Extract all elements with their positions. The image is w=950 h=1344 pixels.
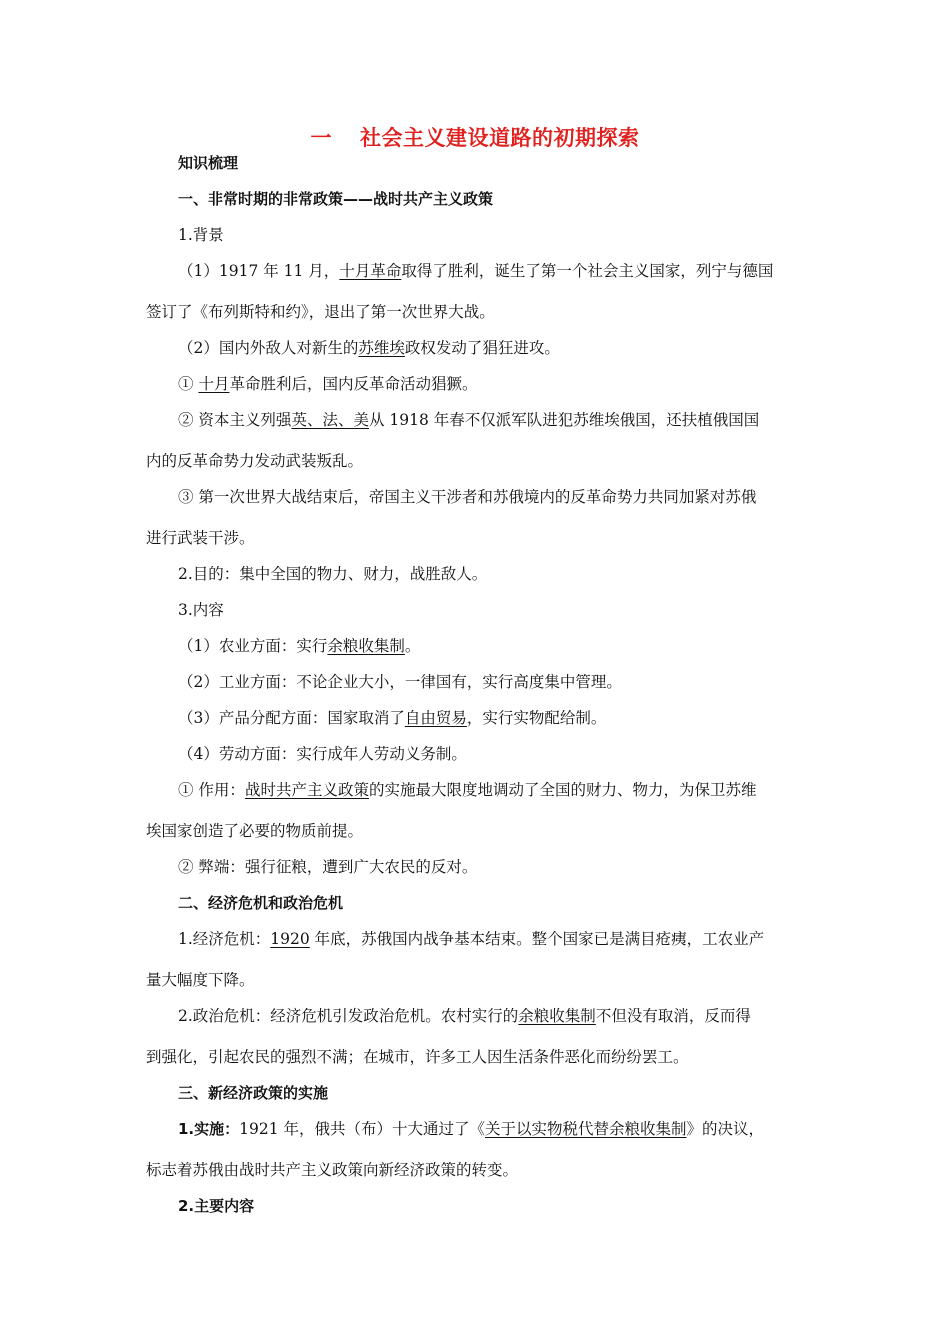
section-2-heading: 二、经济危机和政治危机 [178, 894, 344, 912]
title-text: 社会主义建设道路的初期探索 [360, 126, 640, 150]
content-label: 3.内容 [178, 601, 224, 619]
implementation-line-1: 1.实施：1921 年，俄共（布）十大通过了《关于以实物税代替余粮收集制》的决议， [178, 1120, 765, 1138]
section-3-heading: 三、新经济政策的实施 [178, 1084, 329, 1102]
underline-answer: 1920 [270, 930, 310, 948]
circle-item-1: ① 十月革命胜利后，国内反革命活动猖獗。 [178, 375, 478, 393]
paragraph-1-line-1: （1）1917 年 11 月，十月革命取得了胜利，诞生了第一个社会主义国家，列宁与德国 [178, 262, 774, 280]
title-number: 一 [310, 126, 332, 150]
political-crisis-line-2: 到强化，引起农民的强烈不满；在城市，许多工人因生活条件恶化而纷纷罢工。 [146, 1048, 689, 1066]
effect-line-1: ① 作用：战时共产主义政策的实施最大限度地调动了全国的财力、物力，为保卫苏维 [178, 781, 757, 799]
agriculture: （1）农业方面：实行余粮收集制。 [178, 637, 421, 655]
drawback: ② 弊端：强行征粮，遭到广大农民的反对。 [178, 858, 478, 876]
underline-answer: 十月革命 [339, 262, 402, 280]
paragraph-1-line-2: 签订了《布列斯特和约》，退出了第一次世界大战。 [146, 303, 495, 321]
background-label: 1.背景 [178, 226, 224, 244]
political-crisis-line-1: 2.政治危机：经济危机引发政治危机。农村实行的余粮收集制不但没有取消，反而得 [178, 1007, 751, 1025]
underline-answer: 英、法、美 [291, 411, 369, 429]
goal: 2.目的：集中全国的物力、财力，战胜敌人。 [178, 565, 488, 583]
circle-item-3-line-2: 进行武装干涉。 [146, 529, 255, 547]
underline-answer: 战时共产主义政策 [244, 781, 369, 799]
underline-answer: 余粮收集制 [327, 637, 405, 655]
underline-answer: 十月 [198, 375, 230, 393]
heading-knowledge: 知识梳理 [178, 154, 239, 172]
underline-answer: 自由贸易 [404, 709, 467, 727]
implementation-line-2: 标志着苏俄由战时共产主义政策向新经济政策的转变。 [146, 1161, 519, 1179]
underline-answer: 余粮收集制 [518, 1007, 596, 1025]
main-content-label: 2.主要内容 [178, 1197, 255, 1215]
paragraph-2: （2）国内外敌人对新生的苏维埃政权发动了猖狂进攻。 [178, 339, 560, 357]
industry: （2）工业方面：不论企业大小，一律国有，实行高度集中管理。 [178, 673, 622, 691]
economic-crisis-line-1: 1.经济危机：1920 年底，苏俄国内战争基本结束。整个国家已是满目疮痍，工农业产 [178, 930, 765, 948]
underline-answer: 苏维埃 [358, 339, 405, 357]
section-1-heading: 一、非常时期的非常政策——战时共产主义政策 [178, 190, 494, 208]
implementation-label: 1.实施： [178, 1120, 240, 1138]
distribution: （3）产品分配方面：国家取消了自由贸易，实行实物配给制。 [178, 709, 607, 727]
economic-crisis-line-2: 量大幅度下降。 [146, 971, 255, 989]
circle-item-3-line-1: ③ 第一次世界大战结束后，帝国主义干涉者和苏俄境内的反革命势力共同加紧对苏俄 [178, 488, 757, 506]
labor: （4）劳动方面：实行成年人劳动义务制。 [178, 745, 467, 763]
circle-item-2-line-2: 内的反革命势力发动武装叛乱。 [146, 452, 364, 470]
page-title [0, 122, 950, 152]
effect-line-2: 埃国家创造了必要的物质前提。 [146, 822, 364, 840]
underline-answer: 关于以实物税代替余粮收集制 [485, 1120, 687, 1138]
circle-item-2-line-1: ② 资本主义列强英、法、美从 1918 年春不仅派军队进犯苏维埃俄国，还扶植俄国国 [178, 411, 760, 429]
